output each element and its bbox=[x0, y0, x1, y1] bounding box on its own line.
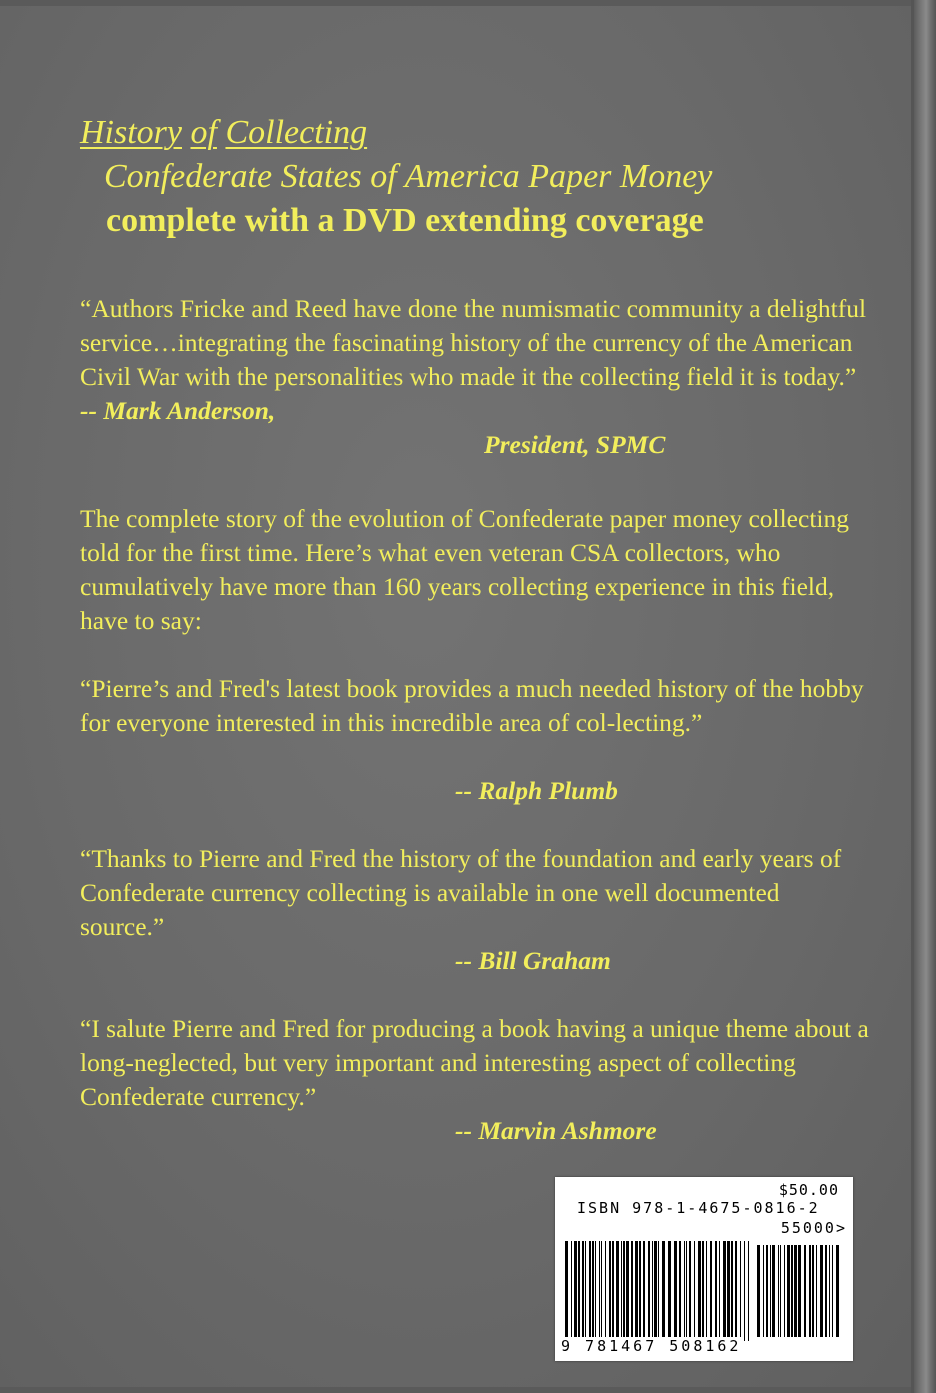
barcode-bar bbox=[694, 1241, 695, 1341]
barcode-bar bbox=[731, 1241, 733, 1341]
title-word-history: History bbox=[80, 114, 182, 151]
quote-anderson bbox=[80, 292, 870, 428]
barcode-bar bbox=[832, 1245, 833, 1337]
barcode-bar bbox=[809, 1245, 811, 1337]
barcode-bar bbox=[778, 1245, 779, 1337]
barcode-bar bbox=[639, 1241, 641, 1341]
price-addon-code: 55000> bbox=[780, 1219, 847, 1237]
book-subtitle: Confederate States of America Paper Money bbox=[104, 158, 713, 195]
spine-edge bbox=[914, 0, 936, 1393]
barcode-bar bbox=[794, 1245, 797, 1337]
barcode-bar bbox=[605, 1241, 606, 1341]
quote-anderson-title: President, SPMC bbox=[484, 430, 666, 459]
barcode-bar bbox=[635, 1241, 638, 1341]
intro-paragraph: The complete story of the evolution of Confederate paper money collecting told for the first time. Here’s what even veteran CSA collectors, who cumulatively have more than 160 years collecting experience in this field, have to say: bbox=[80, 504, 849, 635]
barcode-bar bbox=[770, 1245, 771, 1337]
barcode-bar bbox=[679, 1241, 681, 1341]
quote-ashmore-attribution: -- Marvin Ashmore bbox=[455, 1116, 657, 1145]
barcode-bar bbox=[820, 1245, 823, 1337]
barcode-label bbox=[555, 1177, 853, 1361]
barcode-bar bbox=[662, 1241, 665, 1341]
barcode-bar bbox=[748, 1241, 749, 1341]
quote-ashmore-text: “I salute Pierre and Fred for producing a book having a unique theme about a long-neglected, but very important and interesting aspect of collecting Confederate currency.” bbox=[80, 1014, 869, 1111]
barcode-bar bbox=[565, 1241, 568, 1341]
barcode-bar bbox=[571, 1241, 572, 1341]
barcode-bar bbox=[652, 1241, 653, 1341]
barcode-bar bbox=[585, 1241, 586, 1341]
quote-plumb-text: “Pierre’s and Fred's latest book provides a much needed history of the hobby for everyone interested in this incredible area of col-lecting.” bbox=[80, 674, 864, 737]
barcode-bar bbox=[589, 1241, 591, 1341]
barcode-bar bbox=[702, 1241, 704, 1341]
barcode-bar bbox=[658, 1241, 659, 1341]
barcode-bar bbox=[710, 1241, 712, 1341]
barcode-bar bbox=[825, 1245, 827, 1337]
barcode-bar bbox=[772, 1245, 775, 1337]
barcode-bar bbox=[626, 1241, 629, 1341]
barcode-bar bbox=[727, 1241, 730, 1341]
book-tagline: complete with a DVD extending coverage bbox=[106, 202, 704, 239]
barcode-bar bbox=[766, 1245, 768, 1337]
barcode-bar bbox=[643, 1241, 645, 1341]
barcode-bar bbox=[706, 1241, 707, 1341]
barcode-bar bbox=[578, 1241, 580, 1341]
barcode-bar bbox=[689, 1241, 691, 1341]
barcode-bar bbox=[612, 1241, 614, 1341]
barcode-bar bbox=[595, 1241, 596, 1341]
isbn-label: ISBN 978-1-4675-0816-2 bbox=[577, 1199, 820, 1217]
barcode-bar bbox=[787, 1245, 790, 1337]
title-word-of: of bbox=[190, 114, 217, 151]
barcode-bar bbox=[780, 1245, 781, 1337]
book-title bbox=[80, 110, 860, 156]
quote-anderson-text: “Authors Fricke and Reed have done the numismatic community a delightful service…integrating the fascinating history of the currency of the American Civil War with the personalities who made it the collecting field it is today.” bbox=[80, 294, 867, 391]
barcode-bar bbox=[723, 1241, 726, 1341]
barcode-bar bbox=[631, 1241, 633, 1341]
barcode-bar bbox=[698, 1241, 701, 1341]
barcode-bar bbox=[623, 1241, 625, 1341]
barcode-bar bbox=[592, 1241, 594, 1341]
barcode-bar bbox=[686, 1241, 687, 1341]
quote-graham-text: “Thanks to Pierre and Fred the history of the foundation and early years of Confederate currency collecting is available in one well documented source.” bbox=[80, 844, 842, 941]
title-word-collecting: Collecting bbox=[225, 114, 368, 151]
barcode-bar bbox=[582, 1241, 584, 1341]
price-label: $50.00 bbox=[778, 1181, 839, 1199]
quote-graham-attribution: -- Bill Graham bbox=[455, 946, 611, 975]
barcode-bar bbox=[812, 1245, 814, 1337]
barcode-bar bbox=[648, 1241, 650, 1341]
ean-barcode-graphic bbox=[565, 1241, 751, 1341]
barcode-bar bbox=[784, 1245, 785, 1337]
barcode-bar bbox=[829, 1245, 830, 1337]
barcode-bar bbox=[763, 1245, 764, 1337]
barcode-bar bbox=[719, 1241, 720, 1341]
quote-plumb-attribution: -- Ralph Plumb bbox=[455, 776, 618, 805]
barcode-bar bbox=[621, 1241, 622, 1341]
barcode-bar bbox=[715, 1241, 717, 1341]
barcode-bar bbox=[654, 1241, 657, 1341]
cover-bottom-edge bbox=[0, 1387, 936, 1393]
barcode-bar bbox=[609, 1241, 611, 1341]
barcode-bar bbox=[601, 1241, 602, 1341]
barcode-bar bbox=[668, 1241, 671, 1341]
barcode-bar bbox=[744, 1241, 745, 1341]
barcode-bar bbox=[757, 1245, 760, 1337]
quote-anderson-attribution: -- Mark Anderson, bbox=[80, 396, 276, 425]
barcode-bar bbox=[574, 1241, 577, 1341]
barcode-bar bbox=[798, 1245, 801, 1337]
cover-top-edge bbox=[0, 0, 936, 6]
barcode-bar bbox=[740, 1241, 741, 1341]
barcode-bar bbox=[735, 1241, 737, 1341]
barcode-bar bbox=[684, 1241, 685, 1341]
barcode-bar bbox=[616, 1241, 619, 1341]
addon-barcode-graphic bbox=[757, 1245, 841, 1337]
barcode-bar bbox=[599, 1241, 600, 1341]
barcode-bar bbox=[816, 1245, 817, 1337]
ean-digits: 9 781467 508162 bbox=[561, 1337, 742, 1355]
barcode-bar bbox=[836, 1245, 839, 1337]
barcode-bar bbox=[674, 1241, 677, 1341]
barcode-bar bbox=[791, 1245, 793, 1337]
barcode-bar bbox=[804, 1245, 806, 1337]
